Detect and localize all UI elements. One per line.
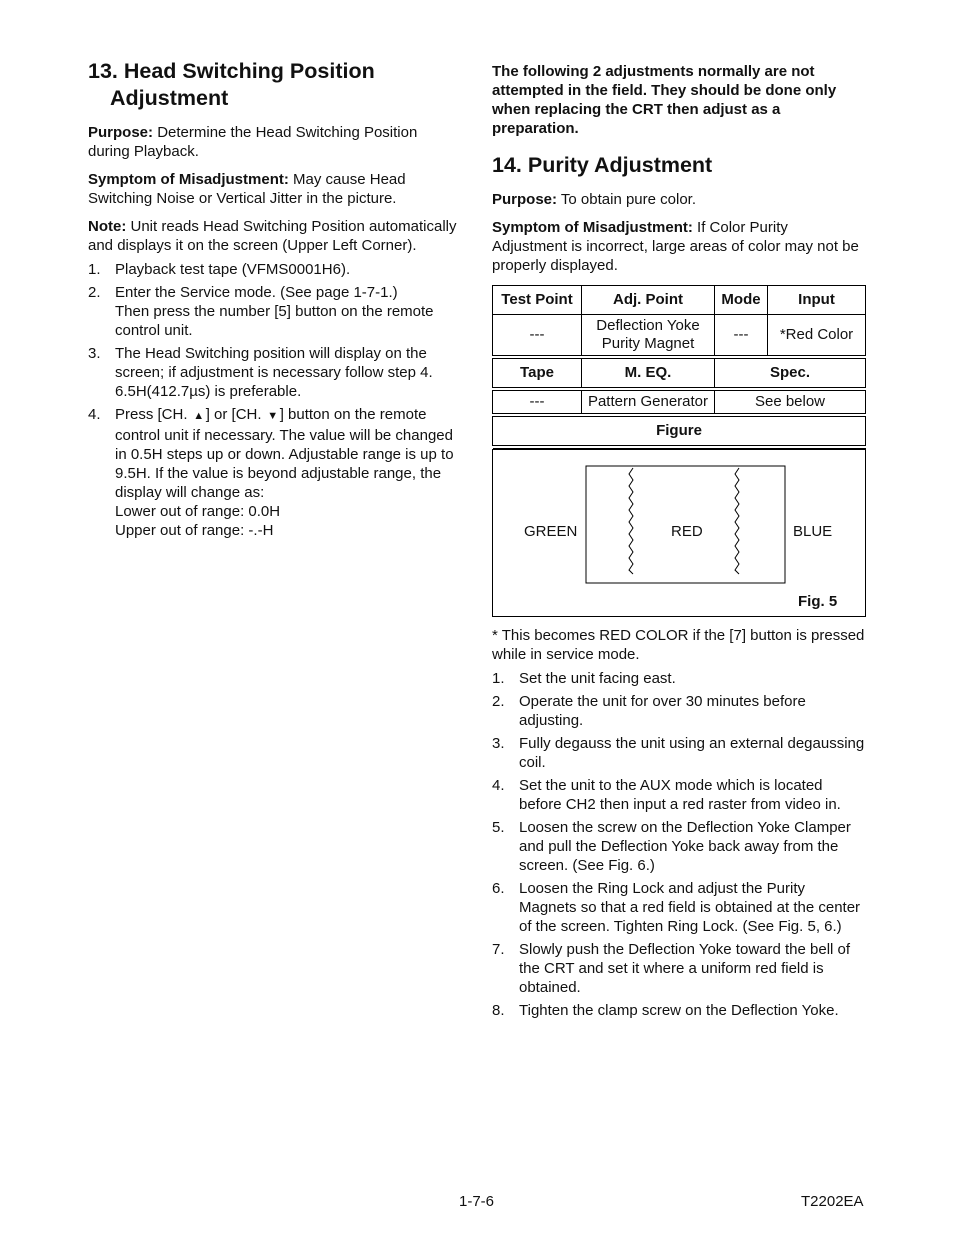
left-column (88, 58, 462, 544)
list-item: 1. Playback test tape (VFMS0001H6). (88, 261, 351, 278)
table-header-cell: Tape (493, 359, 582, 388)
table-row (493, 315, 866, 356)
table-cell: Pattern Generator (582, 391, 715, 414)
table-header-cell: Spec. (715, 359, 866, 388)
table-row (493, 286, 866, 315)
list-item: 3. Fully degauss the unit using an external degaussing coil. (492, 735, 865, 771)
table-cell: --- (493, 391, 582, 414)
wavy-boundary-left (629, 468, 633, 574)
page-number: 1-7-6 (459, 1193, 495, 1210)
table-header-cell: Input (768, 286, 866, 315)
table-cell: --- (493, 315, 582, 356)
footnote: * This becomes RED COLOR if the [7] button is pressed while in service mode. (492, 627, 865, 663)
list-item: 3. The Head Switching position will display on the screen; if adjustment is necessary follow step 4. 6.5H(412.7µs) is preferable. (88, 345, 433, 400)
list-item: 2. Operate the unit for over 30 minutes before adjusting. (492, 693, 806, 729)
purity-spec-table (492, 285, 866, 449)
purpose-paragraph: Purpose: Determine the Head Switching Position during Playback. (88, 124, 418, 160)
note-paragraph: Note: Unit reads Head Switching Position automatically and displays it on the screen (Upper Left Corner). (88, 218, 457, 254)
table-row (493, 391, 866, 414)
list-item: 1. Set the unit facing east. (492, 670, 676, 687)
table-header-cell: Adj. Point (582, 286, 715, 315)
table-cell: *Red Color (768, 315, 866, 356)
wavy-boundary-right (735, 468, 739, 574)
table-row (493, 417, 866, 446)
list-item: 6. Loosen the Ring Lock and adjust the Purity Magnets so that a red field is obtained at the center of the screen. Tighten Ring Lock. (See Fig. 5, 6.) (492, 880, 861, 935)
list-item: 8. Tighten the clamp screw on the Deflection Yoke. (492, 1002, 839, 1019)
section-14-heading: 14. Purity Adjustment (492, 153, 713, 177)
head-switching-steps (88, 260, 462, 540)
symptom-paragraph: Symptom of Misadjustment: If Color Purity Adjustment is incorrect, large areas of color may not be properly displayed. (492, 219, 859, 274)
table-header-cell: Test Point (493, 286, 582, 315)
table-row (493, 359, 866, 388)
symptom-paragraph: Symptom of Misadjustment: May cause Head Switching Noise or Vertical Jitter in the picture. (88, 171, 406, 207)
list-item: 4. Press [CH. ▲ ] or [CH. ▼ ] button on the remote control unit if necessary. The value will be changed in 0.5H steps up or down. Adjustable range is up to 9.5H. If the value is beyond adjustable range, the display will change as: Lower out of range: 0.0H Upper out of range: -.-H (88, 406, 454, 539)
list-item: 4. Set the unit to the AUX mode which is located before CH2 then input a red raster from video in. (492, 777, 841, 813)
red-label: RED (671, 523, 703, 540)
green-label: GREEN (524, 523, 578, 540)
table-cell: --- (715, 315, 768, 356)
section-13-heading: 13. Head Switching Position Adjustment (88, 59, 375, 110)
right-column (492, 62, 866, 1024)
table-cell: Deflection Yoke Purity Magnet (582, 315, 715, 356)
intro-note: The following 2 adjustments normally are not attempted in the field. They should be done only when replacing the CRT then adjust as a preparation. (492, 63, 837, 137)
purity-figure (492, 449, 866, 617)
list-item: 5. Loosen the screw on the Deflection Yoke Clamper and pull the Deflection Yoke back away from the screen. (See Fig. 6.) (492, 819, 851, 874)
table-header-cell: Mode (715, 286, 768, 315)
list-item: 7. Slowly push the Deflection Yoke toward the bell of the CRT and set it where a uniform red field is obtained. (492, 941, 851, 996)
table-header-cell: M. EQ. (582, 359, 715, 388)
triangle-up-icon: ▲ (193, 410, 205, 422)
purpose-paragraph: Purpose: To obtain pure color. (492, 191, 697, 208)
purity-steps (492, 669, 866, 1020)
triangle-down-icon: ▼ (267, 410, 279, 422)
document-code: T2202EA (801, 1193, 864, 1210)
table-header-cell: Figure (493, 417, 866, 446)
figure-caption: Fig. 5 (798, 593, 838, 610)
table-cell: See below (715, 391, 866, 414)
list-item: 2. Enter the Service mode. (See page 1-7-1.) Then press the number [5] button on the remote control unit. (88, 284, 434, 339)
blue-label: BLUE (793, 523, 833, 540)
